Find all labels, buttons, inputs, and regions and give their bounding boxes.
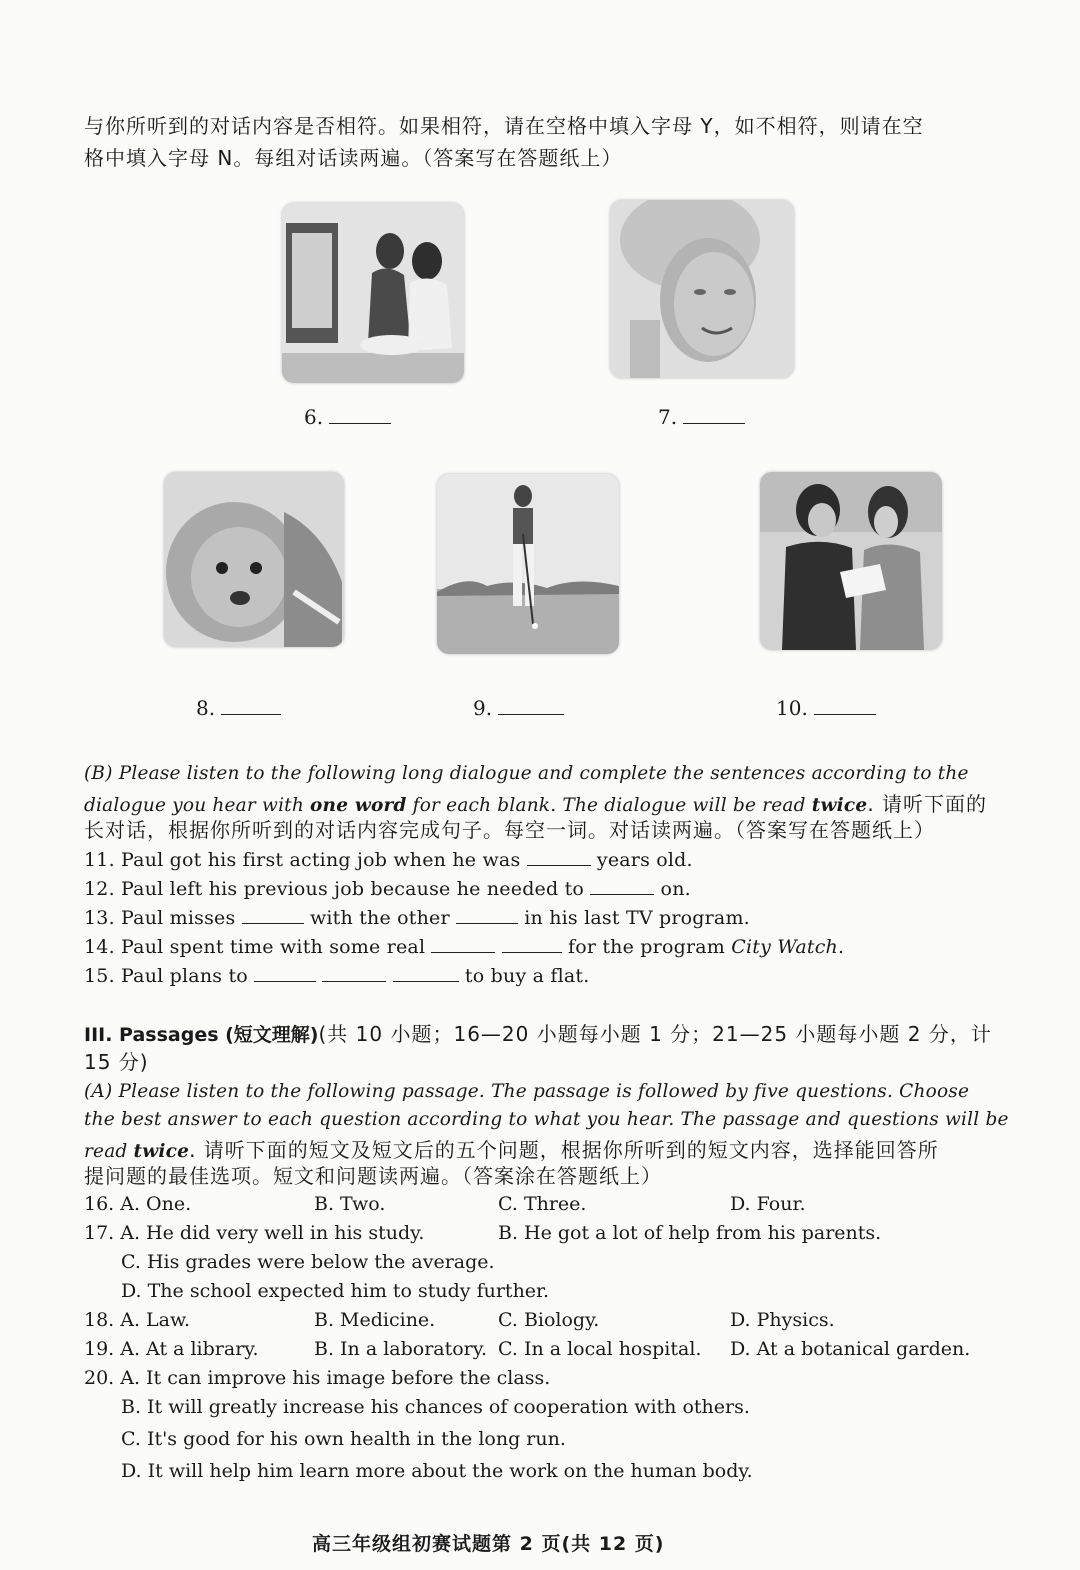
section-iii-instruction-2: the best answer to each question according to what you hear. The passage and questions will be bbox=[84, 1109, 1009, 1130]
picture-10-caption bbox=[776, 696, 876, 720]
q13-text-end: in his last TV program. bbox=[518, 907, 750, 929]
q17-option-a[interactable]: 17. A. He did very well in his study. bbox=[84, 1222, 425, 1244]
picture-6-caption bbox=[304, 405, 391, 429]
section-iii-instruction-4: 提问题的最佳选项。短文和问题读两遍。（答案涂在答题纸上） bbox=[84, 1164, 662, 1188]
picture-9-label: 9. bbox=[473, 696, 493, 720]
question-12 bbox=[84, 875, 691, 903]
dog-photo bbox=[164, 472, 344, 647]
picture-7 bbox=[610, 200, 794, 378]
q16-option-d[interactable]: D. Four. bbox=[730, 1193, 806, 1215]
q18-option-c[interactable]: C. Biology. bbox=[498, 1309, 600, 1331]
golfer-photo bbox=[437, 474, 619, 654]
answer-blank-15b[interactable] bbox=[322, 963, 386, 982]
answer-blank-9[interactable] bbox=[498, 696, 564, 715]
q11-text: 11. Paul got his first acting job when he was bbox=[84, 849, 527, 871]
section-iii-scoring: (共 10 小题；16—20 小题每小题 1 分；21—25 小题每小题 2 分，计 bbox=[318, 1022, 992, 1046]
q19-option-c[interactable]: C. In a local hospital. bbox=[498, 1338, 702, 1360]
q14-text-mid: for the program bbox=[561, 936, 732, 958]
picture-9-caption bbox=[473, 696, 564, 720]
answer-blank-15a[interactable] bbox=[254, 963, 316, 982]
answer-blank-15c[interactable] bbox=[393, 963, 459, 982]
section-b-instruction-3: 长对话，根据你所听到的对话内容完成句子。每空一词。对话读两遍。（答案写在答题纸上） bbox=[84, 818, 935, 842]
instr-text: read bbox=[84, 1141, 134, 1162]
answer-blank-6[interactable] bbox=[329, 405, 391, 424]
q19-option-d[interactable]: D. At a botanical garden. bbox=[730, 1338, 971, 1360]
q15-text: 15. Paul plans to bbox=[84, 965, 255, 987]
answer-blank-13b[interactable] bbox=[456, 905, 518, 924]
q14-program-title: City Watch bbox=[731, 936, 838, 958]
section-iii-heading bbox=[84, 1018, 992, 1050]
q20-option-b[interactable]: B. It will greatly increase his chances of cooperation with others. bbox=[121, 1396, 750, 1418]
picture-9 bbox=[437, 474, 619, 654]
picture-7-caption bbox=[658, 405, 745, 429]
q16-option-a[interactable]: 16. A. One. bbox=[84, 1193, 192, 1215]
q17-option-d[interactable]: D. The school expected him to study further. bbox=[121, 1280, 550, 1302]
intro-line-2: 格中填入字母 N。每组对话读两遍。（答案写在答题纸上） bbox=[84, 146, 623, 170]
page-footer: 高三年级组初赛试题第 2 页(共 12 页) bbox=[312, 1533, 665, 1555]
tv-girls-photo bbox=[282, 203, 464, 383]
question-14 bbox=[84, 933, 844, 961]
answer-blank-14b[interactable] bbox=[502, 934, 562, 953]
picture-7-label: 7. bbox=[658, 405, 678, 429]
picture-8-label: 8. bbox=[196, 696, 216, 720]
intro-line-1: 与你所听到的对话内容是否相符。如果相符，请在空格中填入字母 Y，如不相符，则请在空 bbox=[84, 114, 924, 138]
q17-option-b[interactable]: B. He got a lot of help from his parents. bbox=[498, 1222, 882, 1244]
answer-blank-13a[interactable] bbox=[242, 905, 304, 924]
q20-option-a[interactable]: 20. A. It can improve his image before the class. bbox=[84, 1367, 551, 1389]
q18-option-b[interactable]: B. Medicine. bbox=[314, 1309, 436, 1331]
q14-text: 14. Paul spent time with some real bbox=[84, 936, 432, 958]
instr-text: dialogue you hear with bbox=[84, 795, 311, 816]
q16-option-b[interactable]: B. Two. bbox=[314, 1193, 386, 1215]
q20-option-d[interactable]: D. It will help him learn more about the work on the human body. bbox=[121, 1460, 753, 1482]
q13-text: 13. Paul misses bbox=[84, 907, 242, 929]
q14-text-end: . bbox=[837, 936, 845, 958]
women-map-photo bbox=[760, 472, 942, 650]
section-iii-instruction-1: (A) Please listen to the following passage. The passage is followed by five questions. Choose bbox=[84, 1081, 970, 1102]
q15-text-end: to buy a flat. bbox=[458, 965, 590, 987]
section-b-instruction-1: (B) Please listen to the following long dialogue and complete the sentences according to the bbox=[84, 763, 969, 784]
picture-6-label: 6. bbox=[304, 405, 324, 429]
q13-text-mid: with the other bbox=[303, 907, 457, 929]
answer-blank-11[interactable] bbox=[527, 847, 591, 866]
q18-option-a[interactable]: 18. A. Law. bbox=[84, 1309, 191, 1331]
instr-zh: . 请听下面的短文及短文后的五个问题，根据你所听到的短文内容，选择能回答所 bbox=[189, 1138, 939, 1162]
picture-10-label: 10. bbox=[776, 696, 808, 720]
q18-option-d[interactable]: D. Physics. bbox=[730, 1309, 835, 1331]
instr-bold: twice bbox=[811, 795, 868, 816]
section-iii-title: III. Passages (短文理解) bbox=[84, 1024, 319, 1046]
q20-option-c[interactable]: C. It's good for his own health in the long run. bbox=[121, 1428, 566, 1450]
answer-blank-7[interactable] bbox=[683, 405, 745, 424]
question-11 bbox=[84, 846, 693, 874]
answer-blank-8[interactable] bbox=[221, 696, 281, 715]
picture-10 bbox=[760, 472, 942, 650]
woman-portrait-photo bbox=[610, 200, 794, 378]
q11-text-end: years old. bbox=[590, 849, 693, 871]
q12-text-end: on. bbox=[654, 878, 691, 900]
picture-8 bbox=[164, 472, 344, 647]
answer-blank-14a[interactable] bbox=[431, 934, 495, 953]
question-15 bbox=[84, 962, 590, 990]
instr-text: for each blank. The dialogue will be read bbox=[406, 795, 812, 816]
section-iii-heading-2: 15 分) bbox=[84, 1050, 149, 1074]
instr-bold: twice bbox=[133, 1141, 190, 1162]
answer-blank-10[interactable] bbox=[814, 696, 876, 715]
q19-option-b[interactable]: B. In a laboratory. bbox=[314, 1338, 488, 1360]
instr-bold: one word bbox=[310, 795, 407, 816]
picture-6 bbox=[282, 203, 464, 383]
answer-blank-12[interactable] bbox=[590, 876, 654, 895]
picture-8-caption bbox=[196, 696, 281, 720]
q17-option-c[interactable]: C. His grades were below the average. bbox=[121, 1251, 495, 1273]
question-13 bbox=[84, 904, 750, 932]
q16-option-c[interactable]: C. Three. bbox=[498, 1193, 587, 1215]
q19-option-a[interactable]: 19. A. At a library. bbox=[84, 1338, 259, 1360]
q12-text: 12. Paul left his previous job because he needed to bbox=[84, 878, 591, 900]
instr-zh: . 请听下面的 bbox=[867, 792, 988, 816]
